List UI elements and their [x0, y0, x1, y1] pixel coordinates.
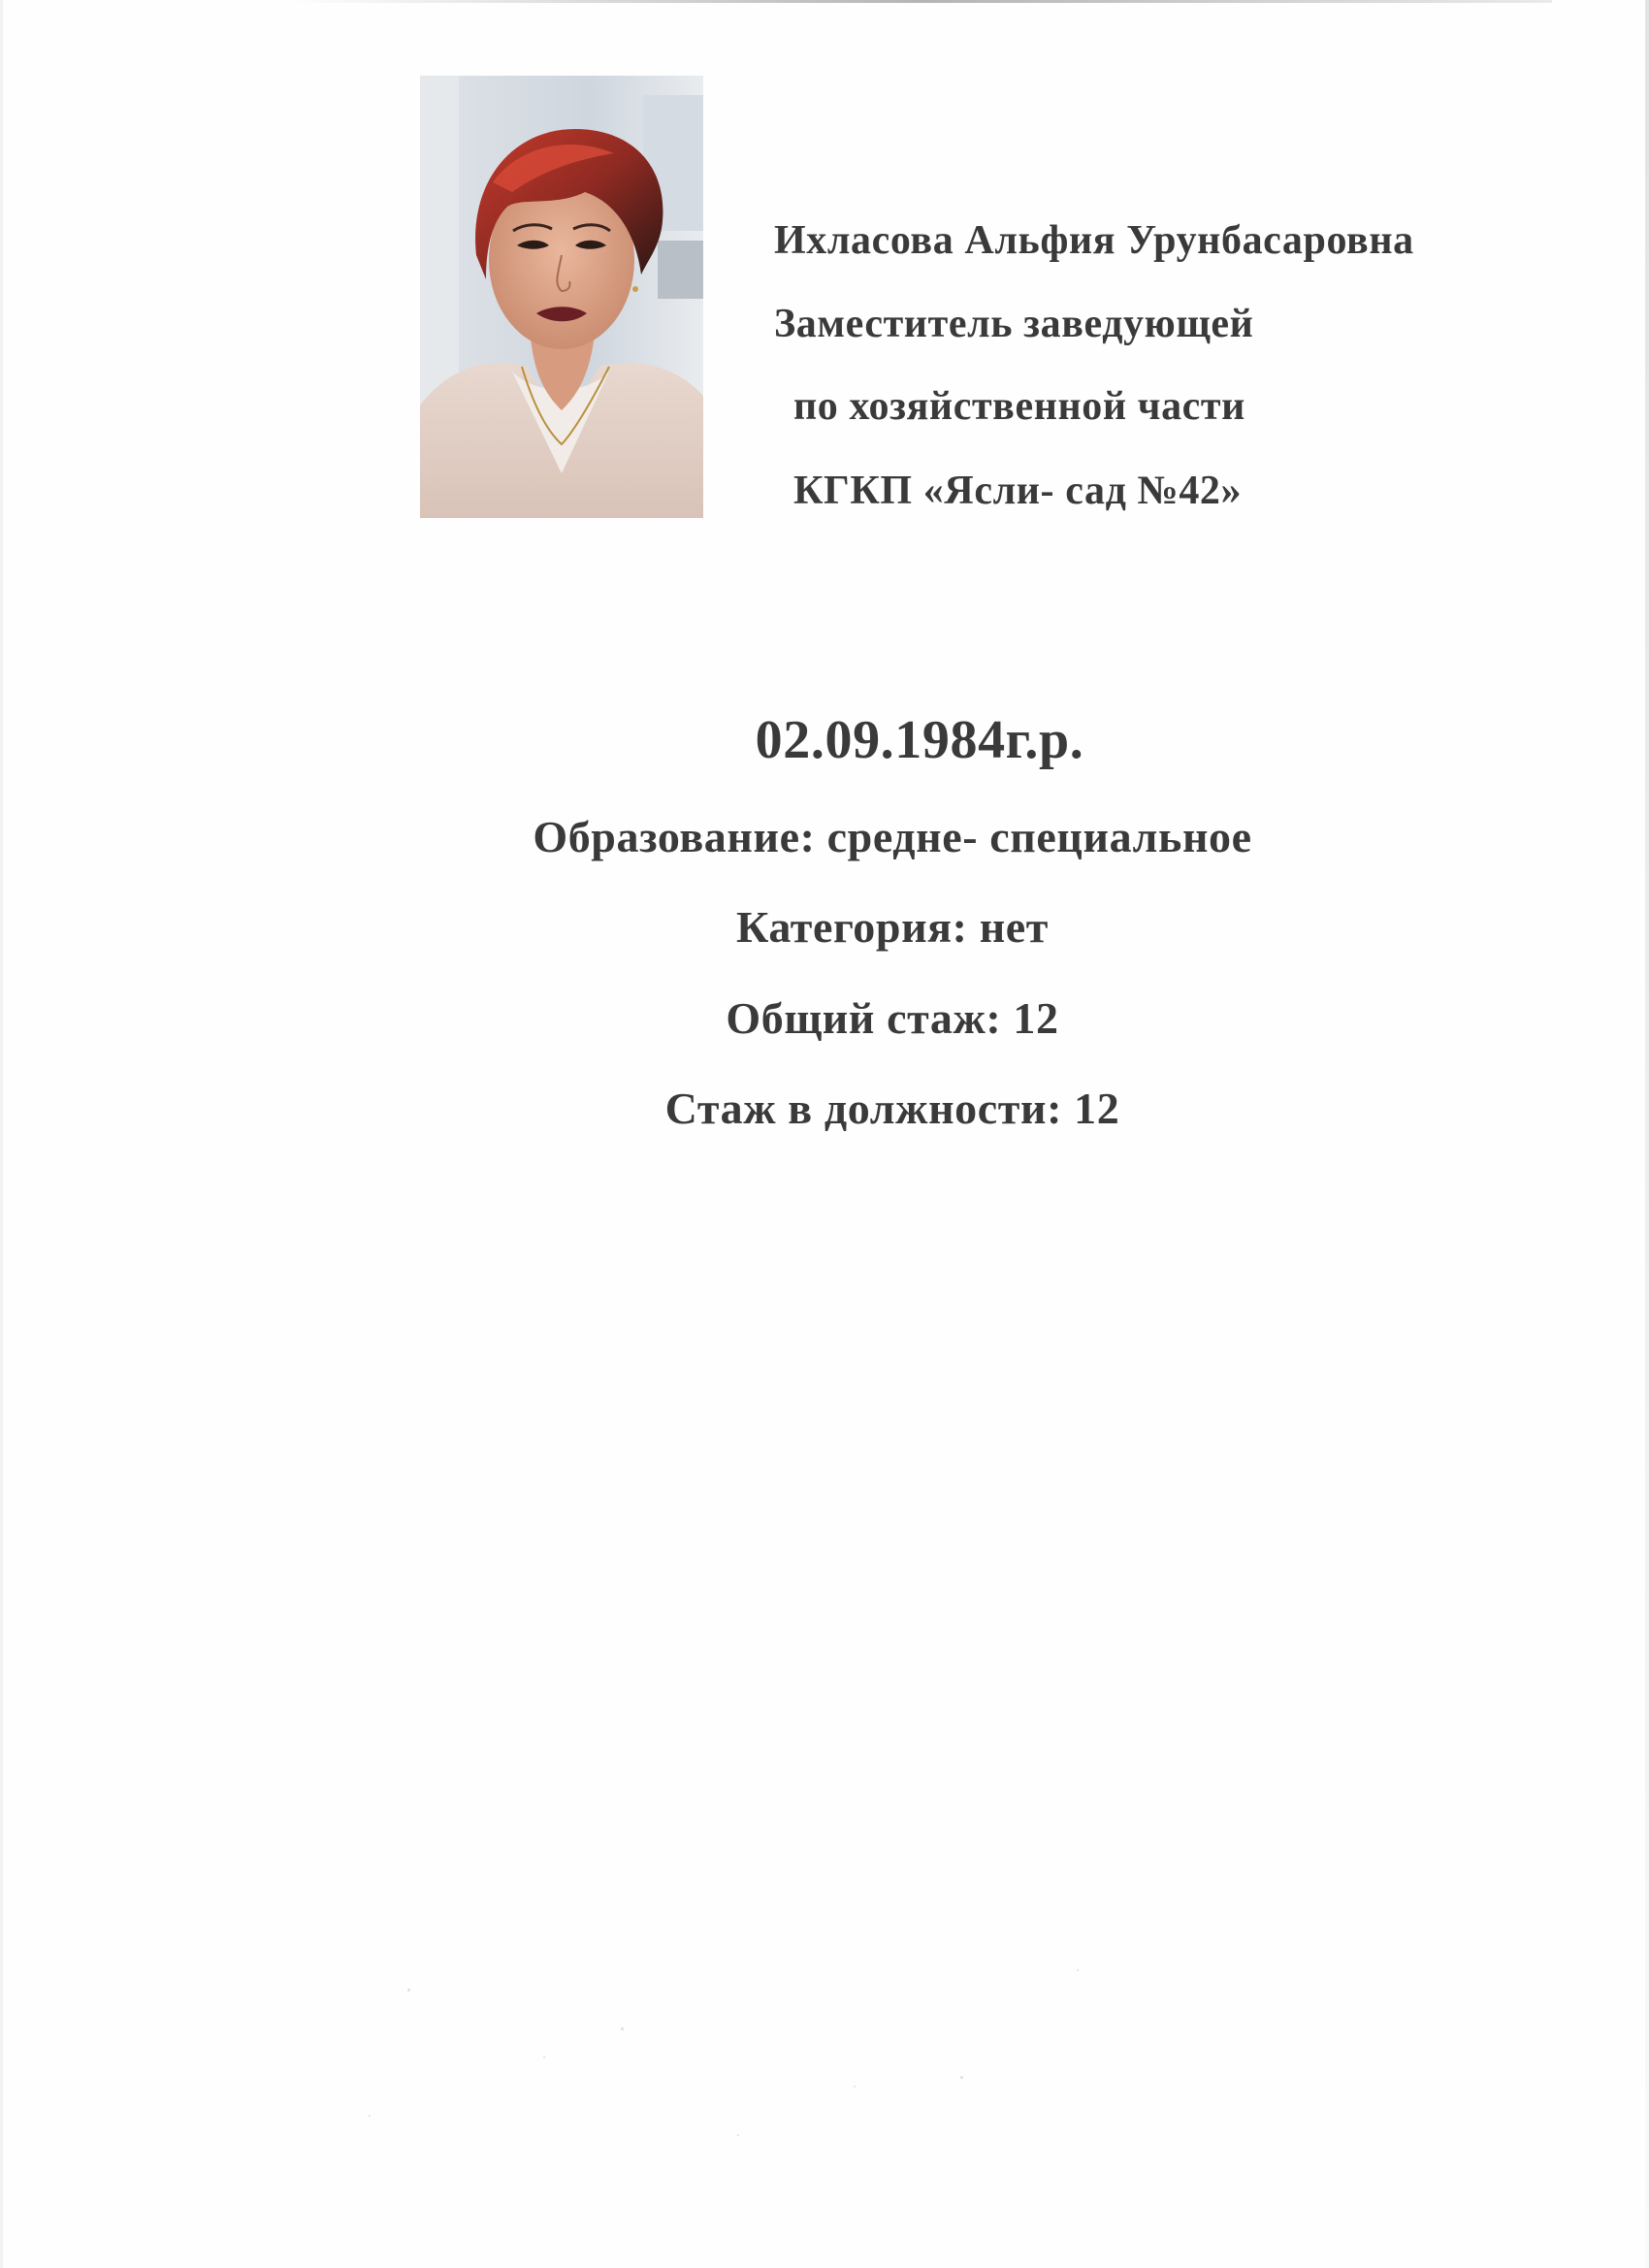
scan-speck — [854, 2086, 856, 2088]
scan-speck — [407, 1989, 410, 1992]
scan-speck — [543, 2057, 545, 2058]
scan-speck — [737, 2134, 739, 2136]
scan-speck — [621, 2027, 624, 2030]
scan-speck — [960, 2076, 963, 2079]
full-name: Ихласова Альфия Урунбасаровна — [774, 218, 1414, 263]
birth-date: 02.09.1984г.р. — [755, 710, 1084, 770]
position-title-line1: Заместитель заведующей — [774, 302, 1254, 346]
category: Категория: нет — [735, 902, 1050, 952]
position-title-line2: по хозяйственной части — [793, 384, 1245, 429]
scan-speck — [1077, 1969, 1079, 1971]
education: Образование: средне- специальное — [533, 812, 1252, 861]
portrait-photo — [420, 76, 703, 518]
scan-edge-top — [291, 0, 1552, 3]
total-experience: Общий стаж: 12 — [726, 993, 1059, 1043]
scan-edge-left — [0, 0, 3, 2268]
organization-name: КГКП «Ясли- сад №42» — [793, 469, 1243, 513]
position-experience: Стаж в должности: 12 — [664, 1084, 1120, 1133]
scan-edge-right — [1645, 0, 1649, 2268]
scan-speck — [369, 2115, 371, 2117]
